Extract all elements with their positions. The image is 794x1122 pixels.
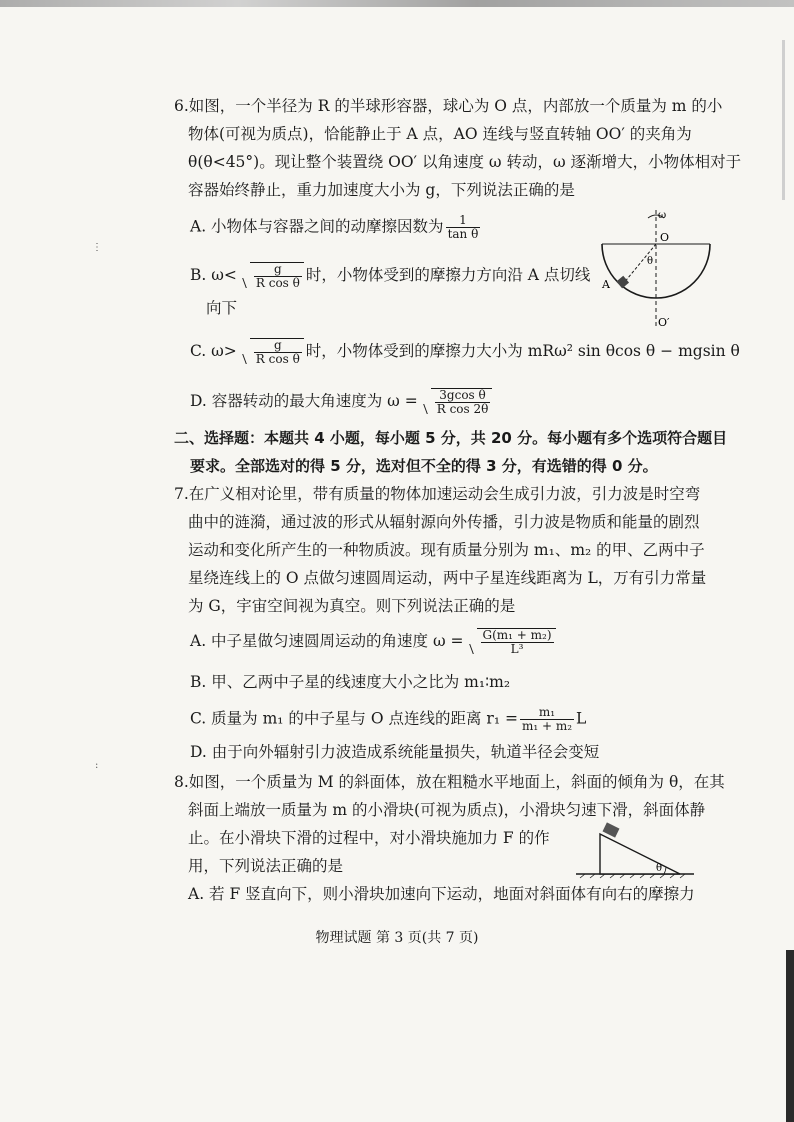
label-o-prime: O′ (658, 316, 670, 329)
q7-stem-line: 运动和变化所产生的一种物质波。现有质量分别为 m₁、m₂ 的甲、乙两中子 (188, 541, 705, 559)
scan-speck: : (95, 760, 99, 771)
section-heading: 二、选择题：本题共 4 小题，每小题 5 分，共 20 分。每小题有多个选项符合题目 (174, 429, 728, 447)
slider-block (603, 822, 620, 837)
label-o: O (660, 231, 670, 244)
q7-stem-line: 7.在广义相对论里，带有质量的物体加速运动会生成引力波，引力波是时空弯 (174, 485, 701, 503)
q7-option-c-fraction (520, 706, 574, 733)
section-heading: 要求。全部选对的得 5 分，选对但不全的得 3 分，有选错的得 0 分。 (190, 457, 658, 475)
incline-figure (576, 820, 696, 880)
q6-option-b-line2: 向下 (206, 299, 238, 317)
q6-stem-line: 容器始终静止，重力加速度大小为 g，下列说法正确的是 (188, 181, 575, 199)
q6-option-a (190, 214, 482, 241)
fraction-denominator: m₁ + m₂ (521, 719, 573, 733)
q7-option-d: D. 由于向外辐射引力波造成系统能量损失，轨道半径会变短 (190, 743, 600, 761)
sqrt-symbol (420, 388, 493, 416)
q6-option-b (190, 262, 590, 290)
q6-option-c (190, 338, 740, 366)
q6-stem-line: 6.如图，一个半径为 R 的半球形容器，球心为 O 点，内部放一个质量为 m 的小 (174, 97, 723, 115)
small-object (616, 276, 629, 289)
fraction-denominator: R cos 2θ (436, 402, 489, 416)
fraction-numerator: g (254, 339, 302, 353)
q6-option-b-suffix: 时，小物体受到的摩擦力方向沿 A 点切线 (305, 266, 591, 284)
fraction-numerator: 1 (446, 214, 481, 228)
q6-option-d (190, 388, 494, 416)
q8-stem-line: 止。在小滑块下滑的过程中，对小滑块施加力 F 的作 (188, 829, 550, 847)
q6-option-c-text: C. ω> (190, 342, 237, 360)
q7-stem-line: 为 G，宇宙空间视为真空。则下列说法正确的是 (188, 597, 516, 615)
q7-option-b: B. 甲、乙两中子星的线速度大小之比为 m₁∶m₂ (190, 673, 511, 691)
hemisphere-figure (596, 206, 716, 336)
q8-stem-line: 8.如图，一个质量为 M 的斜面体，放在粗糙水平地面上，斜面的倾角为 θ，在其 (174, 773, 725, 791)
label-theta: θ (647, 256, 654, 267)
sqrt-symbol (239, 262, 304, 290)
q8-stem-line: 用，下列说法正确的是 (188, 857, 344, 875)
fraction-numerator: m₁ (520, 706, 574, 720)
q8-stem-line: 斜面上端放一质量为 m 的小滑块(可视为质点)，小滑块匀速下滑，斜面体静 (188, 801, 706, 819)
q7-option-c-suffix: L (576, 709, 587, 728)
q7-option-a-text: A. 中子星做匀速圆周运动的角速度 ω = (190, 632, 464, 650)
q6-stem-line: θ(θ<45°)。现让整个装置绕 OO′ 以角速度 ω 转动，ω 逐渐增大，小物体相对于 (188, 153, 742, 171)
q6-option-b-text: B. ω< (190, 266, 237, 284)
fraction-denominator: R cos θ (255, 276, 300, 290)
label-theta: θ (656, 863, 663, 874)
page-footer: 物理试题 第 3 页(共 7 页) (315, 930, 479, 946)
label-a: A (602, 278, 610, 291)
scan-edge-top (0, 0, 794, 7)
q7-option-c-text: C. 质量为 m₁ 的中子星与 O 点连线的距离 r₁ = (190, 709, 518, 728)
fraction-numerator: G(m₁ + m₂) (482, 628, 552, 642)
q7-stem-line: 星绕连线上的 O 点做匀速圆周运动，两中子星连线距离为 L，万有引力常量 (188, 569, 707, 587)
fraction-denominator: R cos θ (255, 352, 300, 366)
fraction-numerator: 3gcos θ (435, 389, 491, 403)
q6-option-c-suffix: 时，小物体受到的摩擦力大小为 mRω² sin θcos θ − mgsin θ (305, 342, 740, 360)
fraction-numerator: g (254, 263, 302, 277)
scan-speck: ⋮ (92, 242, 102, 253)
scan-edge-right (782, 40, 785, 200)
incline-block (600, 834, 680, 874)
label-omega: ω (658, 210, 667, 221)
q6-option-a-text: A. 小物体与容器之间的动摩擦因数为 (190, 217, 444, 236)
q7-option-a (190, 628, 558, 656)
fraction-denominator: L³ (510, 642, 524, 656)
q6-stem-line: 物体(可视为质点)，恰能静止于 A 点，AO 连线与竖直转轴 OO′ 的夹角为 (188, 125, 692, 143)
q6-option-d-text: D. 容器转动的最大角速度为 ω = (190, 392, 418, 410)
sqrt-symbol (239, 338, 304, 366)
sqrt-symbol (466, 628, 556, 656)
q6-option-a-fraction (446, 214, 481, 241)
q7-option-c (190, 706, 586, 733)
fraction-denominator: tan θ (447, 227, 479, 241)
q7-stem-line: 曲中的涟漪，通过波的形式从辐射源向外传播，引力波是物质和能量的剧烈 (188, 513, 700, 531)
scan-edge-binding (786, 950, 794, 1122)
q8-option-a: A. 若 F 竖直向下，则小滑块加速向下运动，地面对斜面体有向右的摩擦力 (188, 885, 695, 903)
